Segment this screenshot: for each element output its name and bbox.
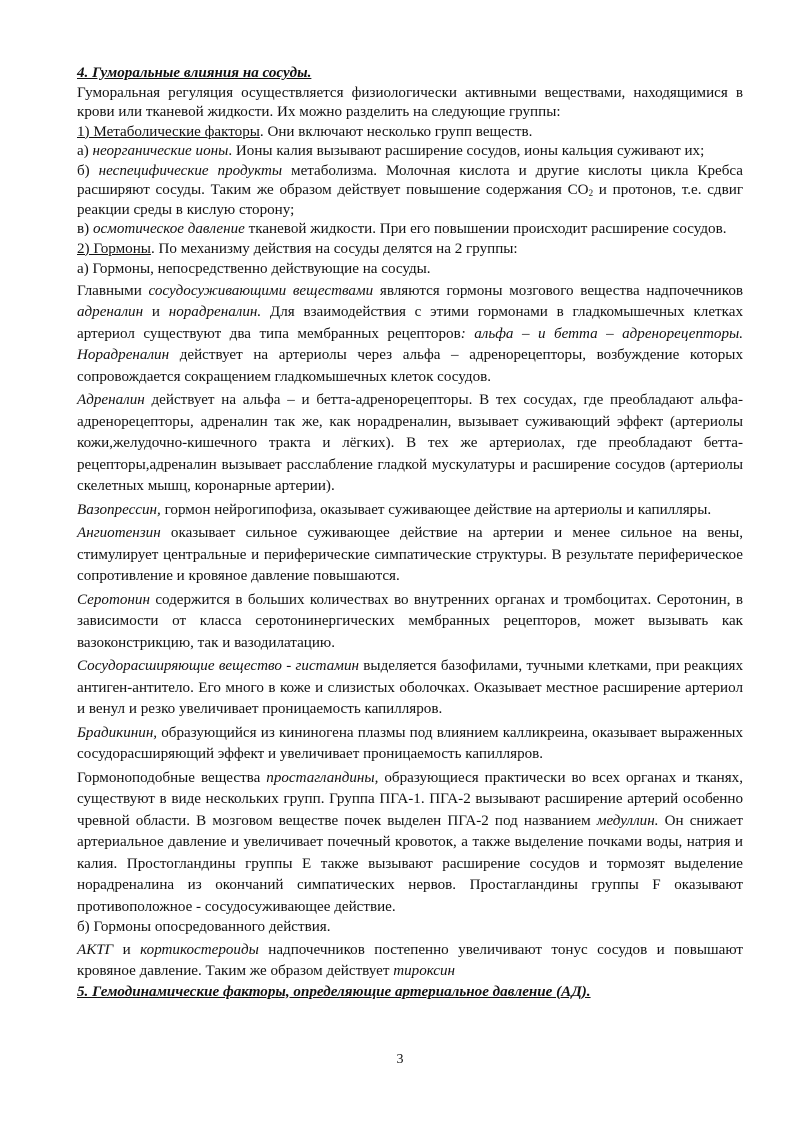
- text: гормон нейрогипофиза, оказывает суживающее действие на артериолы и капилляры.: [160, 501, 712, 518]
- metabolic-factors-line: [77, 123, 743, 143]
- text: содержится в больших количествах во внутренних органах и тромбоцитах. Серотонин, в зависимости от класса серотонинергических мембранных рецепторов, может вызывать как вазоконстрикцию, так и вазодилатацию.: [77, 591, 743, 651]
- term: адреналин: [77, 304, 144, 320]
- term: Брадикинин,: [77, 724, 158, 741]
- text: действует на альфа – и бетта-адренорецепторы. В тех сосудах, где преобладают альфа-адренорецепторы, адреналин так же, как норадреналин, вызывает суживающий эффект (артериолы кожи,желудочно-кишечного тракта и лёгких). В тех же артериолах, где преобладают бетта-рецепторы,адреналин вызывает расслабление гладкой мускулатуры и расширение сосудов (артериолы скелетных мышц, коронарные артерии).: [77, 392, 743, 494]
- section-heading-4: 4. Гуморальные влияния на сосуды.: [77, 65, 312, 81]
- term: сосудосуживающими веществами: [148, 282, 374, 299]
- subscript: 2: [588, 188, 594, 198]
- text: являются гормоны мозгового вещества надпочечников: [373, 282, 744, 299]
- hormones-indirect-subheading: б) Гормоны опосредованного действия.: [77, 919, 331, 935]
- term: : альфа – и бетта – адренорецепторы. Норадреналин: [77, 325, 743, 363]
- hormones-line: [77, 240, 743, 260]
- term: Сосудорасширяющие вещество - гистамин: [77, 658, 359, 674]
- term: тироксин: [393, 963, 455, 979]
- vasopressin-paragraph: [77, 500, 743, 522]
- vasoconstrictors-paragraph: [77, 281, 743, 389]
- text: тканевой жидкости. При его повышении происходит расширение сосудов.: [244, 221, 727, 237]
- angiotensin-paragraph: [77, 523, 743, 588]
- text: надпочечников постепенно увеличивают тонус сосудов и повышают кровяное давление. Таким же образом действует: [77, 941, 743, 979]
- text: и протонов, т.е. сдвиг реакции среды в кислую сторону;: [77, 182, 744, 218]
- item-prefix: б): [77, 162, 99, 179]
- hormones-title: 2) Гормоны: [77, 240, 151, 257]
- hormones-text: . По механизму действия на сосуды делятся на 2 группы:: [150, 240, 518, 257]
- item-b-products: [77, 162, 743, 221]
- term: норадреналин.: [168, 304, 262, 320]
- text: образующийся из кининогена плазмы под влиянием калликреина, оказывает выраженных сосудорасширяющий эффект и увеличивает проницаемость капилляров.: [77, 724, 743, 762]
- item-prefix: в): [77, 221, 93, 237]
- term: неорганические ионы: [92, 143, 229, 159]
- item-c-osmotic: [77, 220, 743, 240]
- term: Адреналин: [77, 392, 145, 408]
- text: и: [113, 941, 141, 958]
- section-heading-5: 5. Гемодинамические факторы, определяющие артериальное давление (АД).: [77, 983, 591, 1000]
- text: действует на артериолы через альфа – адренорецепторы, возбуждение которых сопровождается сокращением гладкомышечных клеток сосудов.: [77, 347, 743, 385]
- term: АКТГ: [77, 941, 114, 958]
- document-page: [77, 64, 743, 1002]
- text: оказывает сильное суживающее действие на артерии и менее сильное на вены, стимулирует центральные и периферические симпатические структуры. В результате периферическое сопротивление и кровяное давление повышаются.: [77, 525, 743, 584]
- histamine-paragraph: [77, 656, 743, 721]
- term: неспецифические продукты: [98, 162, 283, 179]
- page-number: 3: [396, 1052, 404, 1067]
- bradykinin-paragraph: [77, 723, 743, 766]
- term: осмотическое давление: [92, 221, 245, 237]
- text: выделяется базофилами, тучными клетками, при реакциях антиген-антитело. Его много в коже и слизистых оболочках. Оказывает местное расширение артериол и венул и резко увеличивает проницаемость капилляров.: [77, 658, 743, 717]
- item-a-ions: [77, 142, 743, 162]
- serotonin-paragraph: [77, 590, 743, 655]
- text: . Ионы калия вызывают расширение сосудов, ионы кальция суживают их;: [228, 143, 705, 159]
- text: Он снижает артериальное давление и увеличивает почечный кровоток, а также выделение почками воды, натрия и калия. Простогландины группы Е также вызывают расширение сосудов и тормозят выделение норадреналина из окончаний симпатических нервов. Простагландины группы F оказывают противоположное - сосудосуживающее действие.: [77, 812, 743, 915]
- text: образующиеся практически во всех органах и тканях, существуют в виде нескольких групп. Группа ПГА-1. ПГА-2 вызывают расширение артерий особенно чревной области. В мозговом веществе почек выделен ПГА-2 под названием: [77, 769, 743, 829]
- hormones-direct-subheading: а) Гормоны, непосредственно действующие на сосуды.: [77, 261, 431, 277]
- prostaglandins-paragraph: [77, 768, 743, 919]
- text: Главными: [77, 282, 149, 299]
- metabolic-factors-text: . Они включают несколько групп веществ.: [259, 123, 533, 140]
- adrenaline-paragraph: [77, 390, 743, 498]
- item-prefix: а): [77, 143, 93, 159]
- term: Ангиотензин: [77, 525, 161, 541]
- text: метаболизма. Молочная кислота и другие кислоты цикла Кребса расширяют сосуды. Таким же образом действует повышение содержания CO: [77, 162, 743, 198]
- actg-paragraph: [77, 940, 743, 983]
- text: и: [143, 304, 169, 320]
- text: Гормоноподобные вещества: [77, 769, 267, 786]
- term: медуллин.: [596, 812, 659, 829]
- intro-paragraph: Гуморальная регуляция осуществляется физиологически активными веществами, находящимися в крови или тканевой жидкости. Их можно разделить на следующие группы:: [77, 84, 743, 120]
- term: простагландины,: [266, 769, 379, 786]
- term: кортикостероиды: [140, 941, 259, 958]
- term: Серотонин: [77, 591, 150, 608]
- term: Вазопрессин,: [77, 501, 161, 518]
- metabolic-factors-title: 1) Метаболические факторы: [77, 123, 260, 140]
- text: Для взаимодействия с этими гормонами в гладкомышечных клетках артериол существуют два типа мембранных рецепторов: [77, 304, 743, 342]
